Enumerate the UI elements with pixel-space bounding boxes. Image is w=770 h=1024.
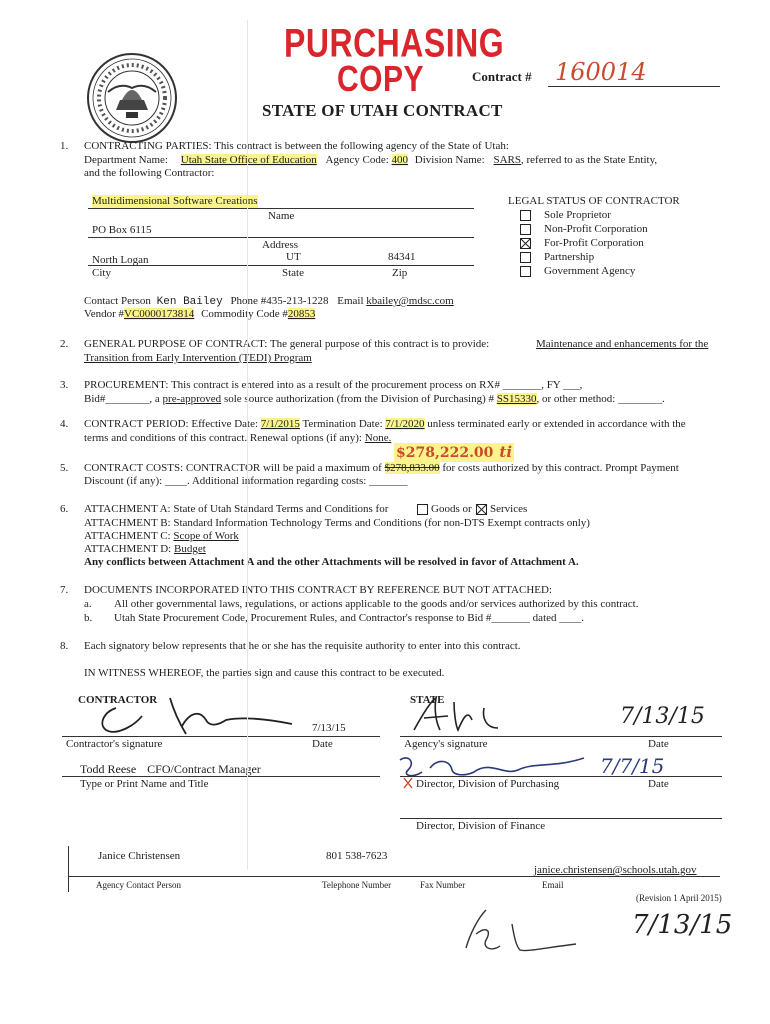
termination-date-label: Termination Date: <box>302 418 383 430</box>
agency-date-value: 7/13/15 <box>620 704 705 729</box>
attachment-conflicts: Any conflicts between Attachment A and the other Attachments will be resolved in favor of Attachment A. <box>84 556 579 568</box>
section-8-text: Each signatory below represents that he or she has the requisite authority to enter into this contract. <box>84 640 521 652</box>
section-7a-label: a. <box>84 598 92 610</box>
section-5-number: 5. <box>60 462 69 474</box>
attachment-d-label: ATTACHMENT D: <box>84 543 172 555</box>
contractor-sig-label: Contractor's signature <box>66 738 163 750</box>
agency-contact-name: Janice Christensen <box>98 850 181 862</box>
agency-signature-icon <box>402 692 522 738</box>
section-4-line2 <box>84 432 391 445</box>
section-7-number: 7. <box>60 584 69 596</box>
bid-label: Bid# <box>84 393 106 405</box>
attachment-c-value: Scope of Work <box>173 530 239 542</box>
services-label: Services <box>490 503 528 515</box>
department-label: Department Name: <box>84 154 168 166</box>
agency-sig-label: Agency's signature <box>404 738 488 750</box>
fax-label: Fax Number <box>420 880 466 890</box>
commodity-label: Commodity Code # <box>201 308 288 320</box>
vendor-label: Vendor # <box>84 308 125 320</box>
goods-checkbox[interactable] <box>417 504 428 515</box>
section-7-text: DOCUMENTS INCORPORATED INTO THIS CONTRACT BY REFERENCE BUT NOT ATTACHED: <box>84 584 552 596</box>
section-3-line2: Bid#________, a pre-approved sole source authorization (from the Division of Purchasing) # SS15330, or other method: ________. <box>84 393 665 405</box>
bottom-handwritten-date: 7/13/15 <box>632 910 733 940</box>
section-4-line1 <box>84 418 686 431</box>
purpose-value-line1: Maintenance and enhancements for the <box>536 338 709 350</box>
contractor-name-value: Multidimensional Software Creations <box>92 195 258 207</box>
pre-approved-text: pre-approved <box>162 393 222 405</box>
partnership-checkbox[interactable] <box>520 252 531 263</box>
section-4-number: 4. <box>60 418 69 430</box>
contractor-sig-line <box>62 736 380 737</box>
section-1-intro: CONTRACTING PARTIES: This contract is between the following agency of the State of Utah: <box>84 140 509 152</box>
section-7b-label: b. <box>84 612 93 624</box>
phone-value: 435-213-1228 <box>266 295 329 307</box>
termination-date-value: 7/1/2020 <box>385 418 425 430</box>
sole-source-text: sole source authorization (from the Division of Purchasing) # <box>223 393 494 405</box>
city-line <box>88 265 474 266</box>
contractor-name-line <box>88 208 474 209</box>
section-7b-text: Utah State Procurement Code, Procurement Rules, and Contractor's response to Bid #_______ dated ____. <box>114 612 585 624</box>
print-name-label: Type or Print Name and Title <box>80 778 209 790</box>
agency-contact-phone: 801 538-7623 <box>326 850 388 862</box>
attachment-c-label: ATTACHMENT C: <box>84 530 171 542</box>
purchasing-sig-line <box>400 776 722 777</box>
renewal-label: terms and conditions of this contract. Renewal options (if any): <box>84 432 362 444</box>
email-value[interactable]: kbailey@mdsc.com <box>366 295 454 307</box>
legal-status-title: LEGAL STATUS OF CONTRACTOR <box>508 195 680 207</box>
zip-label: Zip <box>392 267 408 279</box>
section-5-line1 <box>84 462 679 475</box>
bid-separator: , a <box>149 393 160 405</box>
address-label: Address <box>262 239 299 251</box>
termination-note: unless terminated early or extended in accordance with the <box>427 418 686 430</box>
government-agency-label: Government Agency <box>544 265 636 277</box>
phone-label: Phone # <box>230 295 267 307</box>
address-line <box>88 237 474 238</box>
section-3-number: 3. <box>60 379 69 391</box>
revision-note: (Revision 1 April 2015) <box>636 893 722 903</box>
purchasing-stamp-line1: PURCHASING <box>284 20 505 65</box>
purpose-value-line2: Transition from Early Intervention (TEDI) Program <box>84 352 312 364</box>
commodity-value: 20853 <box>287 308 316 320</box>
attachment-b-text: ATTACHMENT B: Standard Information Technology Terms and Conditions (for non-DTS Exempt contracts only) <box>84 517 590 529</box>
section-8-number: 8. <box>60 640 69 652</box>
sole-source-number: SS15330 <box>496 393 537 405</box>
purchasing-date-value: 7/7/15 <box>600 754 665 778</box>
agency-sig-line <box>400 736 722 737</box>
witness-text: IN WITNESS WHEREOF, the parties sign and cause this contract to be executed. <box>84 667 445 679</box>
contractor-heading: CONTRACTOR <box>78 694 158 706</box>
checkbox-x-icon <box>477 505 486 514</box>
handwritten-initials: ti <box>499 443 513 461</box>
attachment-a-row <box>84 503 388 516</box>
attachment-d-row <box>84 543 206 556</box>
scan-artifact-line <box>247 20 248 870</box>
state-value: UT <box>286 251 301 263</box>
purchasing-stamp-line2: COPY <box>337 60 425 100</box>
partnership-label: Partnership <box>544 251 595 263</box>
email-label: Email <box>337 295 364 307</box>
state-seal-icon <box>86 52 178 144</box>
agency-code-value: 400 <box>391 154 409 166</box>
purchasing-label: Director, Division of Purchasing <box>416 778 560 790</box>
contact-row <box>84 295 454 309</box>
zip-value: 84341 <box>388 251 416 263</box>
non-profit-checkbox[interactable] <box>520 224 531 235</box>
section-1-number: 1. <box>60 140 69 152</box>
struck-amount: $278,833.00 <box>384 462 440 474</box>
name-label: Name <box>268 210 295 222</box>
email-column-label: Email <box>542 880 564 890</box>
checkbox-x-icon <box>521 239 530 248</box>
for-profit-checkbox[interactable] <box>520 238 531 249</box>
non-profit-label: Non-Profit Corporation <box>544 223 648 235</box>
section-7a-text: All other governmental laws, regulations, or actions applicable to the goods and/or services authorized by this contract. <box>114 598 639 610</box>
contract-costs-text: CONTRACT COSTS: CONTRACTOR will be paid a maximum of <box>84 462 382 474</box>
section-2-text: GENERAL PURPOSE OF CONTRACT: The general purpose of this contract is to provide: <box>84 338 490 350</box>
contract-title: STATE OF UTAH CONTRACT <box>262 101 503 120</box>
for-profit-label: For-Profit Corporation <box>544 237 644 249</box>
agency-contact-email[interactable]: janice.christensen@schools.utah.gov <box>534 864 697 876</box>
section-3-line1: PROCUREMENT: This contract is entered into as a result of the procurement process on RX# _______, FY ___, <box>84 379 583 391</box>
printed-name-row <box>80 763 261 776</box>
handwritten-amount <box>394 443 514 462</box>
city-label: City <box>92 267 111 279</box>
contact-person-value: Ken Bailey <box>156 296 223 308</box>
other-method-text: , or other method: ________. <box>536 393 665 405</box>
contact-person-label: Contact Person <box>84 295 151 307</box>
goods-label: Goods or <box>431 503 472 515</box>
section-2-number: 2. <box>60 338 69 350</box>
vendor-value: VC0000173814 <box>124 308 195 320</box>
finance-label: Director, Division of Finance <box>416 820 546 832</box>
department-value: Utah State Office of Education <box>180 154 317 166</box>
effective-date-label: CONTRACT PERIOD: Effective Date: <box>84 418 259 430</box>
services-checkbox[interactable] <box>476 504 487 515</box>
agency-code-label: Agency Code: <box>325 154 389 166</box>
attachment-d-value: Budget <box>173 543 206 555</box>
contact-box-left <box>68 846 69 892</box>
sole-proprietor-label: Sole Proprietor <box>544 209 611 221</box>
attachment-c-row <box>84 530 239 543</box>
contract-number-underline <box>548 86 720 87</box>
division-value: SARS <box>493 154 522 166</box>
agency-date-label: Date <box>648 738 669 750</box>
section-5-line2: Discount (if any): ____. Additional information regarding costs: _______ <box>84 475 408 487</box>
finance-sig-line <box>400 818 722 819</box>
address-value: PO Box 6115 <box>92 224 152 236</box>
contractor-date-value: 7/13/15 <box>312 722 346 734</box>
state-entity-text: , referred to as the State Entity, <box>521 154 658 166</box>
telephone-label: Telephone Number <box>322 880 392 890</box>
section-1-contractor-intro: and the following Contractor: <box>84 167 215 179</box>
state-heading: STATE <box>410 694 445 706</box>
state-label: State <box>282 267 304 279</box>
contract-number-label: Contract # <box>472 69 532 84</box>
sole-proprietor-checkbox[interactable] <box>520 210 531 221</box>
contractor-date-label: Date <box>312 738 333 750</box>
city-value: North Logan <box>92 254 149 266</box>
agency-contact-label: Agency Contact Person <box>96 880 181 890</box>
renewal-value: None. <box>364 432 392 444</box>
contact-line <box>68 876 720 877</box>
government-agency-checkbox[interactable] <box>520 266 531 277</box>
print-name-line <box>62 776 380 777</box>
vendor-row <box>84 308 315 321</box>
printed-title-value: CFO/Contract Manager <box>147 762 261 776</box>
printed-name-value: Todd Reese <box>80 762 137 776</box>
effective-date-value: 7/1/2015 <box>260 418 300 430</box>
bottom-initials-icon <box>456 900 586 960</box>
section-6-number: 6. <box>60 503 69 515</box>
prompt-payment-text: for costs authorized by this contract. Prompt Payment <box>442 462 679 474</box>
attachment-a-text: ATTACHMENT A: State of Utah Standard Terms and Conditions for <box>84 503 389 515</box>
division-label: Division Name: <box>414 154 485 166</box>
handwritten-amount-value: $278,222.00 <box>396 445 494 461</box>
department-row <box>84 154 657 167</box>
contract-number-value: 160014 <box>555 58 647 86</box>
purchasing-date-label: Date <box>648 778 669 790</box>
